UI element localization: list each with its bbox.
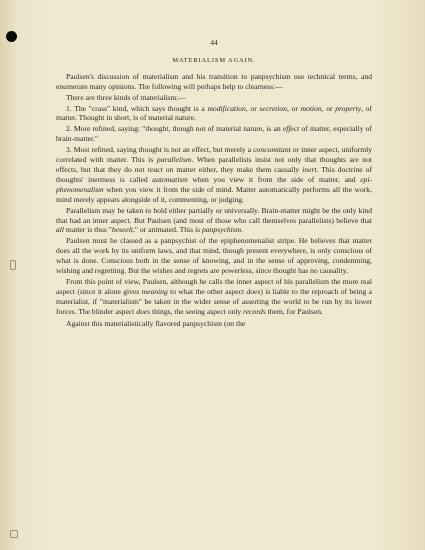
- italic-text: does: [246, 286, 261, 296]
- paragraphs: [56, 72, 372, 317]
- text-run: to what the other aspect: [167, 286, 247, 296]
- text-run: Parallelism may be taken to hold either partially or universally. Brain-matter might be the only kind that had an inner aspect. But Paulsen (and most of those who call themselves parallelists) believe that: [56, 205, 372, 225]
- italic-text: react: [147, 164, 163, 174]
- text-run: of matter, especially of brain-matter.": [56, 124, 372, 144]
- italic-text: beseelt: [111, 225, 133, 235]
- italic-text: secretion: [259, 103, 287, 113]
- punch-hole: [6, 31, 17, 42]
- italic-text: concomitant: [253, 145, 291, 155]
- text-run: when you view it from the side of mind. Matter automatically performs all the work, mind merely appears alongside of it, commenting, or judging.: [56, 184, 372, 204]
- text-run: matter is thus ": [64, 225, 112, 235]
- page-text: [56, 38, 372, 329]
- italic-text: epi-phenomenalism: [56, 174, 372, 194]
- italic-text: all: [56, 225, 65, 235]
- paragraph: [56, 206, 372, 236]
- italic-text: parallelism: [156, 155, 192, 165]
- text-run: . When parallelists insist not only that thoughts are not effects, but that they do not: [56, 155, 372, 174]
- text-run: From this point of view, Paulsen, although he calls the inner aspect of his parallelism the more real aspect (since it alone gives: [56, 276, 372, 296]
- paragraph: [56, 124, 372, 144]
- text-run: , or: [321, 103, 336, 113]
- paragraph: [56, 93, 372, 103]
- italic-text: inert: [302, 164, 317, 174]
- italic-text: effect: [282, 124, 300, 134]
- italic-text: motion: [300, 103, 322, 113]
- text-run: , of matter. Thought in short, is of material nature.: [56, 103, 372, 123]
- italic-text: automatism: [152, 174, 188, 184]
- page-heading: MATERIALISM AGAIN.: [172, 56, 256, 64]
- italic-text: does: [136, 306, 151, 316]
- italic-text: panpsychism: [201, 225, 242, 235]
- text-run: . This doctrine of thoughts' inertness is called: [56, 164, 372, 184]
- text-run: There are three kinds of materialism:—: [66, 92, 186, 102]
- text-run: or inner aspect, uniformly correlated with matter. This is: [56, 145, 373, 165]
- text-run: them, for Paulsen.: [265, 306, 323, 316]
- italic-text: modification: [207, 103, 246, 113]
- italic-text: records: [243, 306, 266, 316]
- margin-mark: [10, 260, 16, 270]
- paragraph: [56, 277, 372, 317]
- paragraph: [56, 72, 372, 92]
- text-run: ," or animated. This is: [132, 225, 202, 235]
- italic-text: meaning: [141, 286, 168, 296]
- text-run: , or: [286, 103, 301, 113]
- margin-mark: [10, 530, 18, 538]
- paragraph: [56, 104, 372, 124]
- text-run: , or: [245, 103, 260, 113]
- paragraph: [56, 236, 372, 276]
- text-run: .: [241, 225, 244, 235]
- text-run: 2. More refined, saying: "thought, though not of material nature, is an: [66, 124, 283, 134]
- text-run: on matter either, they make them causally: [162, 164, 303, 174]
- text-run: when you view it from the side of matter, and: [187, 174, 361, 184]
- italic-text: property: [335, 103, 362, 113]
- last-line: Against this materialistically flavored panpsychism (on the: [66, 318, 246, 328]
- page-number: 44: [210, 38, 218, 47]
- text-run: 3. Most refined, saying thought is not an effect, but merely a: [66, 145, 254, 155]
- paragraph: [56, 145, 372, 204]
- text-run: Paulsen's discussion of materialism and his transition to panpsychism use technical terms, and enumerate many opinions. The following will perhaps help to clearness:—: [56, 71, 372, 91]
- text-run: 1. The "crass" kind, which says thought is a: [66, 103, 208, 113]
- text-run: ) is liable to the reproach of being a materialist, if "materialism" be taken in the wider sense of asserting the world to be run by its lower forces. The blinder aspect: [56, 286, 372, 316]
- text-run: things, the seeing aspect only: [150, 306, 244, 316]
- text-run: Paulsen must be classed as a panpsychist of the epiphenomenalist stripe. He believes that matter does all the work by its uniform laws, and that mind, though present everywhere, is only conscious of what is done. Conscious both in the sense of knowing, and in the sense of approving, condemning, wishing and regretting. But the wishes and regrets are powerless, since thought has no causality.: [56, 236, 372, 276]
